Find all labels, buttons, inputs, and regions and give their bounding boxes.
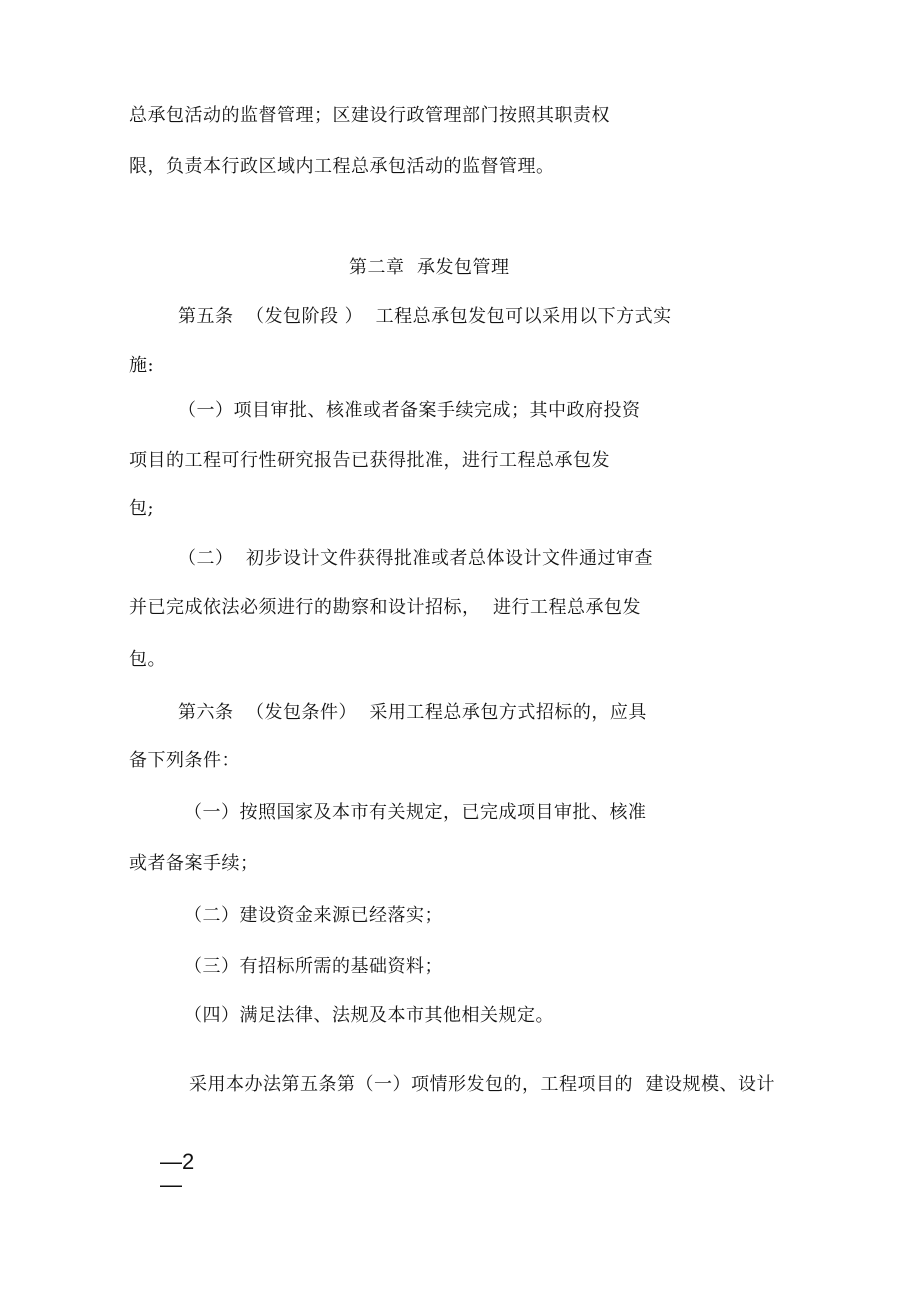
text-line-1: 总承包活动的监督管理；区建设行政管理部门按照其职责权 xyxy=(129,105,610,126)
article-6-title-line: 第六条 （发包条件） 采用工程总承包方式招标的，应具 xyxy=(178,702,647,723)
chapter-heading: 第二章 承发包管理 xyxy=(349,257,510,278)
condition-4: （四）满足法律、法规及本市其他相关规定。 xyxy=(184,1005,554,1026)
text-line-2: 限，负责本行政区域内工程总承包活动的监督管理。 xyxy=(129,156,555,177)
text-line-last: 采用本办法第五条第（一）项情形发包的，工程项目的 建设规模、设计 xyxy=(189,1074,775,1095)
item-1-line-1: （一）项目审批、核准或者备案手续完成；其中政府投资 xyxy=(178,400,641,421)
condition-2: （二）建设资金来源已经落实； xyxy=(184,905,443,926)
condition-1-line-1: （一）按照国家及本市有关规定，已完成项目审批、核准 xyxy=(184,802,647,823)
item-1-line-2: 项目的工程可行性研究报告已获得批准，进行工程总承包发 xyxy=(129,450,610,471)
item-2-line-3: 包。 xyxy=(129,649,166,670)
condition-1-line-2: 或者备案手续； xyxy=(129,853,259,874)
text-line-5: 施: xyxy=(129,355,155,376)
page-number-tail: — xyxy=(160,1172,182,1197)
item-1-line-3: 包; xyxy=(129,498,155,519)
article-5-title-line: 第五条 （发包阶段 ） 工程总承包发包可以采用以下方式实 xyxy=(178,306,672,327)
condition-3: （三）有招标所需的基础资料； xyxy=(184,956,443,977)
text-line-13: 备下列条件： xyxy=(129,750,240,771)
page-number: —2 xyxy=(160,1149,195,1174)
item-2-line-2: 并已完成依法必须进行的勘察和设计招标， 进行工程总承包发 xyxy=(129,597,641,618)
item-2-line-1: （二） 初步设计文件获得批准或者总体设计文件通过审查 xyxy=(178,548,653,569)
